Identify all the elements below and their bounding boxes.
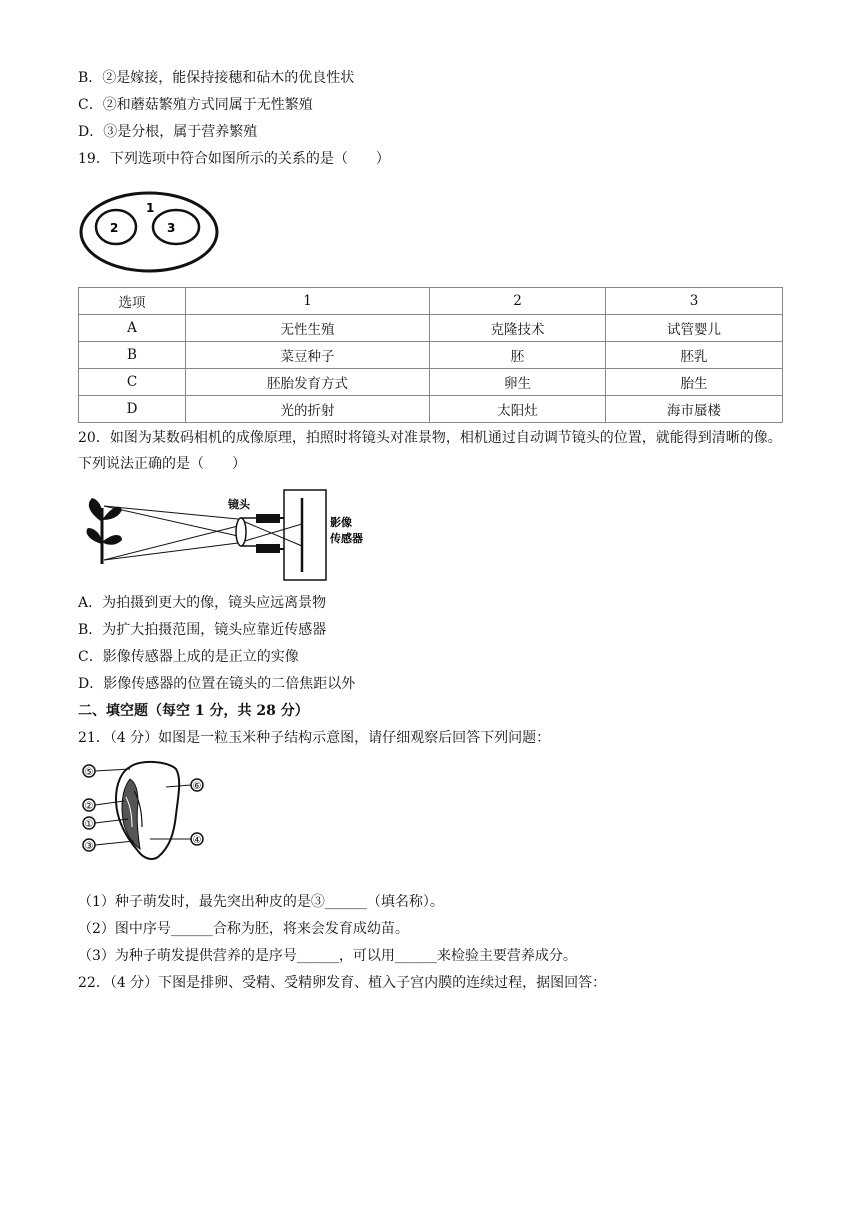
table-cell: 卵生 (430, 369, 606, 396)
sensor-label-line1: 影像 (330, 516, 352, 529)
table-row (79, 342, 783, 369)
table-header-cell: 3 (606, 288, 783, 315)
q19-stem: 19．下列选项中符合如图所示的关系的是（ ） (78, 151, 390, 167)
seed-label-1: ① (84, 819, 94, 830)
table-cell: 无性生殖 (186, 315, 430, 342)
venn-label-2: 2 (110, 221, 119, 235)
q22-stem: 22．（4 分）下图是排卵、受精、受精卵发育、植入子宫内膜的连续过程，据图回答： (78, 975, 607, 991)
seed-label-5: ⑤ (84, 767, 94, 778)
q21-stem: 21．（4 分）如图是一粒玉米种子结构示意图，请仔细观察后回答下列问题： (78, 730, 551, 746)
venn-label-3: 3 (167, 221, 176, 235)
q20-camera-diagram (78, 486, 368, 584)
seed-label-6: ⑥ (192, 781, 202, 792)
q18-option-d: D．③是分根，属于营养繁殖 (78, 124, 258, 140)
q20-option-a: A．为拍摄到更大的像，镜头应远离景物 (78, 595, 327, 611)
q20-option-c: C．影像传感器上成的是正立的实像 (78, 649, 299, 665)
venn-label-1: 1 (146, 201, 155, 215)
table-cell: 海市蜃楼 (606, 396, 783, 423)
q19-venn-diagram (78, 190, 220, 274)
seed-label-2: ② (84, 801, 94, 812)
sensor-label-line2: 传感器 (330, 532, 363, 545)
table-row (79, 396, 783, 423)
seed-label-4: ④ (192, 835, 202, 846)
table-cell: C (79, 369, 186, 396)
table-cell: 太阳灶 (430, 396, 606, 423)
q18-option-b: B．②是嫁接，能保持接穗和砧木的优良性状 (78, 70, 355, 86)
q20-stem: 20．如图为某数码相机的成像原理，拍照时将镜头对准景物，相机通过自动调节镜头的位置，就能得到清晰的像。下列说法正确的是（ ） (78, 430, 782, 472)
table-cell: 光的折射 (186, 396, 430, 423)
seed-label-3: ③ (84, 841, 94, 852)
q18-option-c: C．②和蘑菇繁殖方式同属于无性繁殖 (78, 97, 313, 113)
table-cell: 胎生 (606, 369, 783, 396)
table-cell: A (79, 315, 186, 342)
q20-option-d: D．影像传感器的位置在镜头的二倍焦距以外 (78, 676, 356, 692)
lens-label: 镜头 (228, 498, 250, 511)
table-cell: D (79, 396, 186, 423)
table-row (79, 369, 783, 396)
table-row (79, 315, 783, 342)
table-header-row (79, 288, 783, 315)
table-cell: 菜豆种子 (186, 342, 430, 369)
q20-option-b: B．为扩大拍摄范围，镜头应靠近传感器 (78, 622, 327, 638)
section-title: 二、填空题（每空 1 分，共 28 分） (78, 703, 309, 719)
q21-corn-seed-diagram (78, 757, 212, 861)
q21-sub3: （3）为种子萌发提供营养的是序号______，可以用______来检验主要营养成分。 (78, 948, 577, 964)
q21-sub1: （1）种子萌发时，最先突出种皮的是③______（填名称）。 (78, 894, 444, 910)
table-cell: 克隆技术 (430, 315, 606, 342)
table-cell: 试管婴儿 (606, 315, 783, 342)
q19-options-table (78, 287, 783, 423)
table-cell: 胚 (430, 342, 606, 369)
table-cell: 胚乳 (606, 342, 783, 369)
q21-sub2: （2）图中序号______合称为胚，将来会发育成幼苗。 (78, 921, 409, 937)
table-cell: 胚胎发育方式 (186, 369, 430, 396)
table-header-cell: 选项 (79, 288, 186, 315)
table-header-cell: 1 (186, 288, 430, 315)
table-cell: B (79, 342, 186, 369)
table-header-cell: 2 (430, 288, 606, 315)
